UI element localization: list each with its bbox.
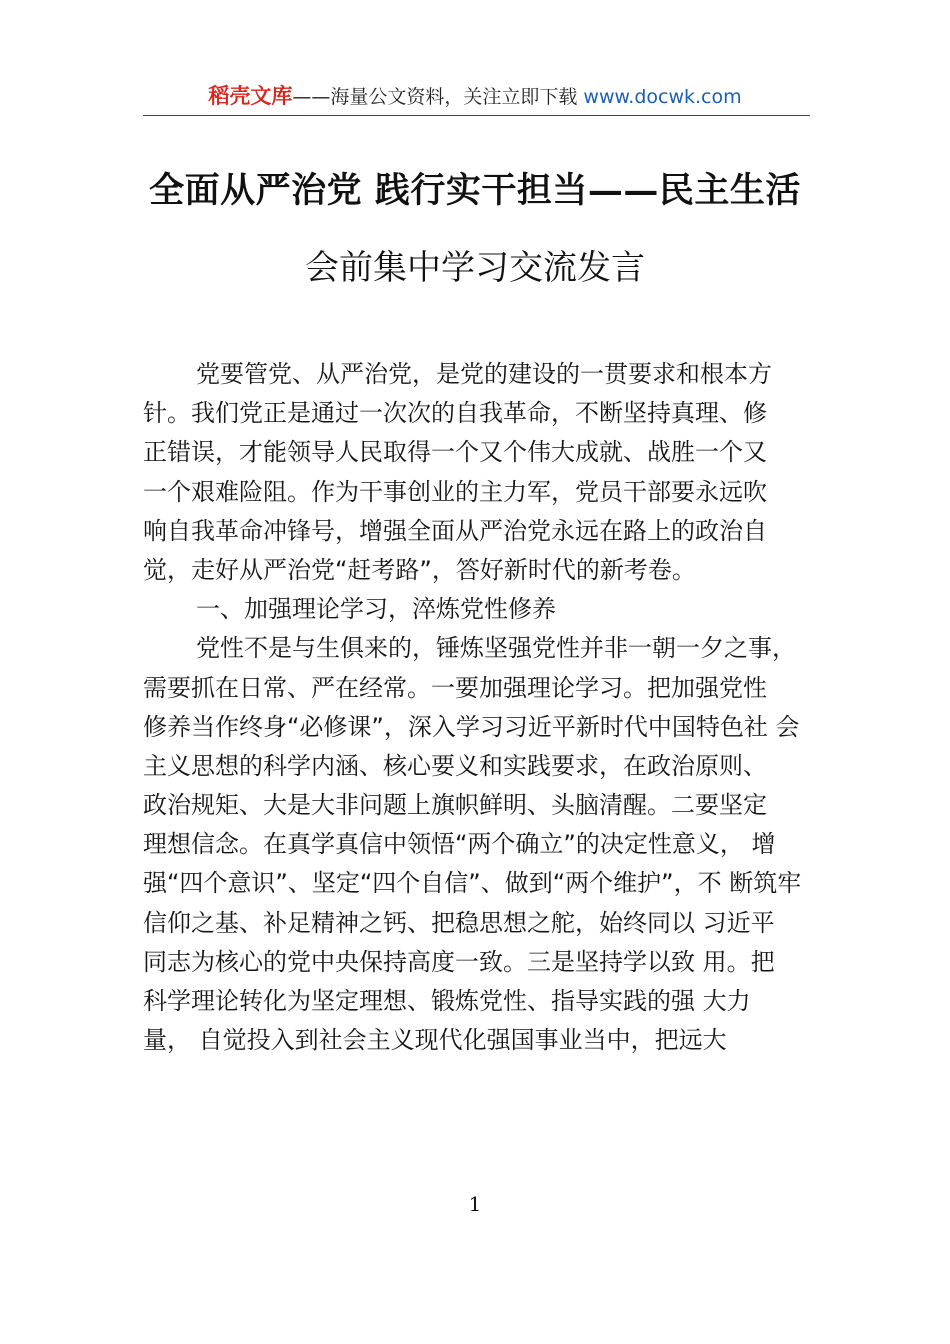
body-line: 正错误，才能领导人民取得一个又个伟大成就、战胜一个又 bbox=[143, 438, 767, 467]
body-line: 强“四个意识”、坚定“四个自信”、做到“两个维护”，不 断筑牢 bbox=[143, 869, 802, 898]
header-slogan: ——海量公文资料，关注立即下载 bbox=[292, 86, 584, 108]
document-body bbox=[143, 355, 843, 1060]
body-line: 信仰之基、补足精神之钙、把稳思想之舵，始终同以 习近平 bbox=[143, 908, 775, 937]
body-line: 修养当作终身“必修课”，深入学习习近平新时代中国特色社 会 bbox=[143, 712, 800, 741]
header-divider bbox=[143, 115, 810, 116]
body-line: 党要管党、从严治党，是党的建设的一贯要求和根本方 bbox=[196, 360, 772, 388]
body-line: 需要抓在日常、严在经常。一要加强理论学习。把加强党性 bbox=[143, 673, 767, 702]
page-number: 1 bbox=[468, 1192, 482, 1216]
body-line: 同志为核心的党中央保持高度一致。三是坚持学以致 用。把 bbox=[143, 947, 775, 976]
body-line: 主义思想的科学内涵、核心要义和实践要求，在政治原则、 bbox=[143, 751, 767, 780]
body-line: 政治规矩、大是大非问题上旗帜鲜明、头脑清醒。二要坚定 bbox=[143, 791, 767, 820]
body-line: 量， 自觉投入到社会主义现代化强国事业当中，把远大 bbox=[143, 1026, 727, 1055]
body-line: 觉，走好从严治党“赶考路”，答好新时代的新考卷。 bbox=[143, 555, 696, 584]
body-line: 科学理论转化为坚定理想、锻炼党性、指导实践的强 大力 bbox=[143, 987, 751, 1015]
body-line: 党性不是与生俱来的，锤炼坚强党性并非一朝一夕之事， bbox=[196, 634, 796, 663]
brand-name: 稻壳文库 bbox=[208, 84, 293, 108]
document-title-line-1: 全面从严治党 践行实干担当——民主生活 bbox=[149, 170, 801, 211]
body-line: 理想信念。在真学真信中领悟“两个确立”的决定性意义， 增 bbox=[143, 830, 776, 859]
body-line: 响自我革命冲锋号，增强全面从严治党永远在路上的政治自 bbox=[143, 516, 767, 545]
document-header bbox=[0, 82, 950, 111]
body-line: 针。我们党正是通过一次次的自我革命，不断坚持真理、修 bbox=[143, 399, 767, 428]
document-title-line-2: 会前集中学习交流发言 bbox=[305, 248, 645, 288]
body-line: 一个艰难险阻。作为干事创业的主力军，党员干部要永远吹 bbox=[143, 477, 767, 506]
header-url-link[interactable]: www.docwk.com bbox=[583, 86, 742, 108]
section-heading: 一、加强理论学习，淬炼党性修养 bbox=[196, 595, 556, 624]
